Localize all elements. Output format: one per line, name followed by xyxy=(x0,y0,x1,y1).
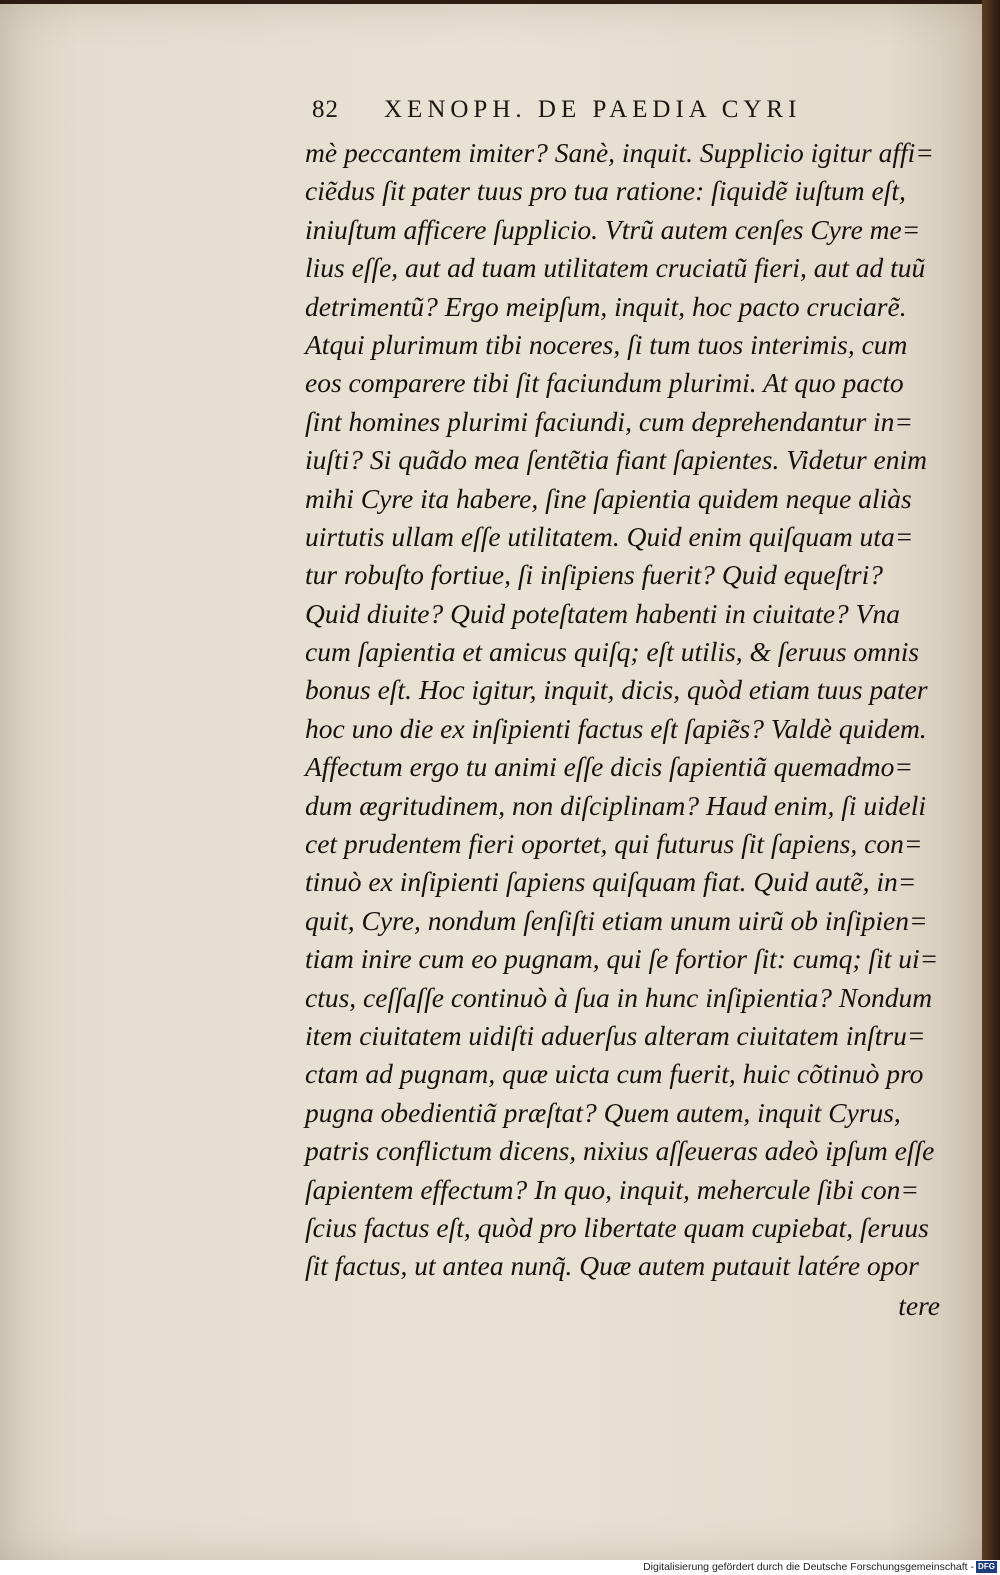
book-page xyxy=(0,4,984,1560)
catchword: tere xyxy=(898,1290,940,1321)
text-line: ſapientem effectum? In quo, inquit, mehercule ſibi con= xyxy=(305,1173,919,1205)
page-number: 82 xyxy=(312,96,339,123)
text-line: tiam inire cum eo pugnam, qui ſe fortior ſit: cumq; ſit ui= xyxy=(305,943,939,975)
text-line: ciẽdus ſit pater tuus pro tua ratione: ſiquidẽ iuſtum eſt, xyxy=(305,175,906,207)
text-line: bonus eſt. Hoc igitur, inquit, dicis, quòd etiam tuus pater xyxy=(305,674,928,706)
text-line: tinuò ex inſipienti ſapiens quiſquam fiat. Quid autẽ, in= xyxy=(305,866,917,898)
text-line: cum ſapientia et amicus quiſq; eſt utilis, & ſeruus omnis xyxy=(305,636,920,668)
text-line: ſcius factus eſt, quòd pro libertate quam cupiebat, ſeruus xyxy=(305,1211,929,1243)
text-line: iuſti? Si quãdo mea ſentẽtia fiant ſapientes. Videtur enim xyxy=(305,444,927,476)
text-line: Affectum ergo tu animi eſſe dicis ſapientiã quemadmo= xyxy=(305,751,913,783)
text-line: detrimentũ? Ergo meipſum, inquit, hoc pacto cruciarẽ. xyxy=(305,290,907,322)
scan-right-edge xyxy=(982,0,1000,1560)
text-line: iniuſtum afficere ſupplicio. Vtrũ autem cenſes Cyre me= xyxy=(305,213,921,245)
text-line: ctus, ceſſaſſe continuò à ſua in hunc inſipientia? Nondum xyxy=(305,981,933,1013)
digitization-credit: Digitalisierung gefördert durch die Deutsche Forschungsgemeinschaft - xyxy=(643,1561,974,1573)
text-line: Atqui plurimum tibi noceres, ſi tum tuos interimis, cum xyxy=(305,328,908,360)
text-line: mihi Cyre ita habere, ſine ſapientia quidem neque aliàs xyxy=(305,482,912,514)
text-line: cet prudentem fieri oportet, qui futurus ſit ſapiens, con= xyxy=(305,828,923,860)
text-line: dum ægritudinem, non diſciplinam? Haud enim, ſi uideli xyxy=(305,789,927,821)
page-header xyxy=(312,96,952,126)
text-line: quit, Cyre, nondum ſenſiſti etiam unum uirũ ob inſipien= xyxy=(305,904,928,936)
text-line: mè peccantem imiter? Sanè, inquit. Supplicio igitur affi= xyxy=(305,137,934,168)
text-line: ſint homines plurimi faciundi, cum deprehendantur in= xyxy=(305,405,913,437)
text-line: ſit factus, ut antea nunq̃. Quæ autem putauit latére opor xyxy=(305,1250,919,1282)
body-text xyxy=(305,134,955,1286)
running-title: XENOPH. DE PAEDIA CYRI xyxy=(384,96,802,123)
text-line: tur robuſto fortiue, ſi inſipiens fuerit? Quid equeſtri? xyxy=(305,559,883,591)
text-line: lius eſſe, aut ad tuam utilitatem cruciatũ fieri, aut ad tuũ xyxy=(305,252,926,284)
text-line: item ciuitatem uidiſti aduerſus alteram ciuitatem inſtru= xyxy=(305,1019,926,1051)
text-line: hoc uno die ex inſipienti factus eſt ſapiẽs? Valdè quidem. xyxy=(305,712,927,744)
text-line: eos comparere tibi ſit faciundum plurimi. At quo pacto xyxy=(305,367,904,399)
text-line: patris conflictum dicens, nixius aſſeueras adeò ipſum eſſe xyxy=(305,1135,935,1167)
text-line: pugna obedientiã præſtat? Quem autem, inquit Cyrus, xyxy=(305,1096,901,1128)
text-line: ctam ad pugnam, quæ uicta cum fuerit, huic cõtinuò pro xyxy=(305,1058,924,1090)
text-line: Quid diuite? Quid poteſtatem habenti in ciuitate? Vna xyxy=(305,597,900,629)
dfg-logo: DFG xyxy=(976,1561,997,1573)
text-line: uirtutis ullam eſſe utilitatem. Quid enim quiſquam uta= xyxy=(305,520,914,552)
